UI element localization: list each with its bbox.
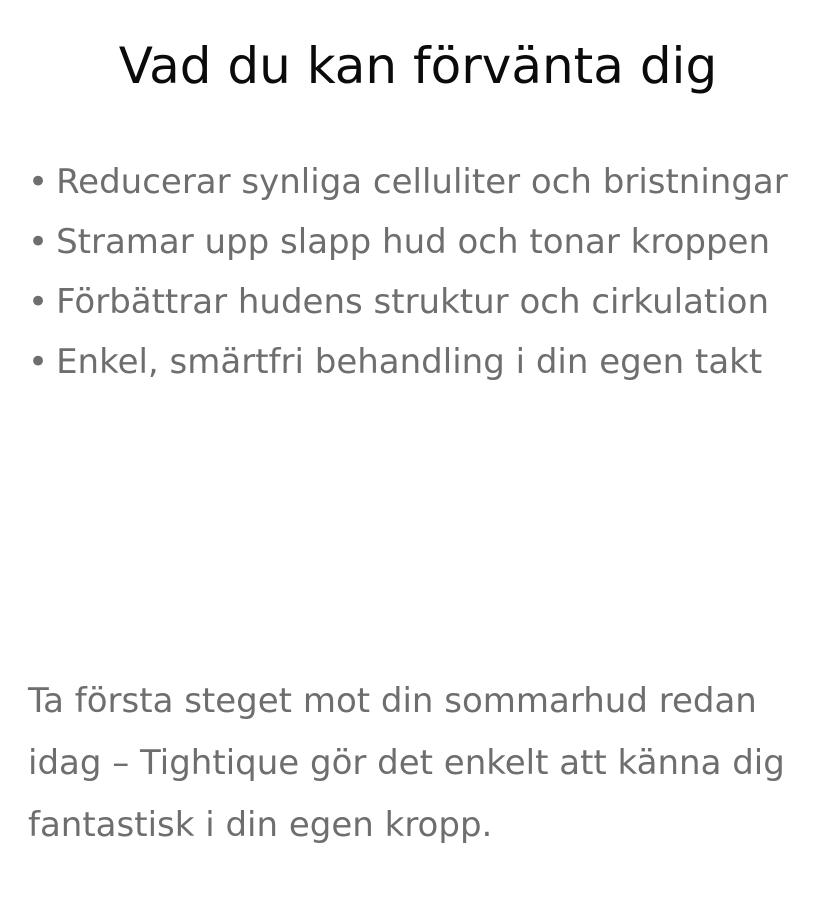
list-item-text: Reducerar synliga celluliter och bristningar <box>56 162 788 202</box>
benefit-list <box>28 152 818 392</box>
list-item <box>28 212 818 272</box>
bullet-icon: • <box>28 162 49 202</box>
list-item-text: Stramar upp slapp hud och tonar kroppen <box>56 222 771 262</box>
closing-paragraph: Ta första steget mot din sommarhud redan idag – Tightique gör det enkelt att känna dig fantastisk i din egen kropp. <box>28 681 785 845</box>
bullet-icon: • <box>28 282 49 322</box>
bullet-icon: • <box>28 342 49 382</box>
bullet-icon: • <box>28 222 49 262</box>
list-item-text: Förbättrar hudens struktur och cirkulation <box>56 282 770 322</box>
list-item <box>28 332 818 392</box>
list-item-text: Enkel, smärtfri behandling i din egen takt <box>56 342 763 382</box>
list-item <box>28 272 818 332</box>
list-item <box>28 152 818 212</box>
page-title: Vad du kan förvänta dig <box>118 37 718 95</box>
